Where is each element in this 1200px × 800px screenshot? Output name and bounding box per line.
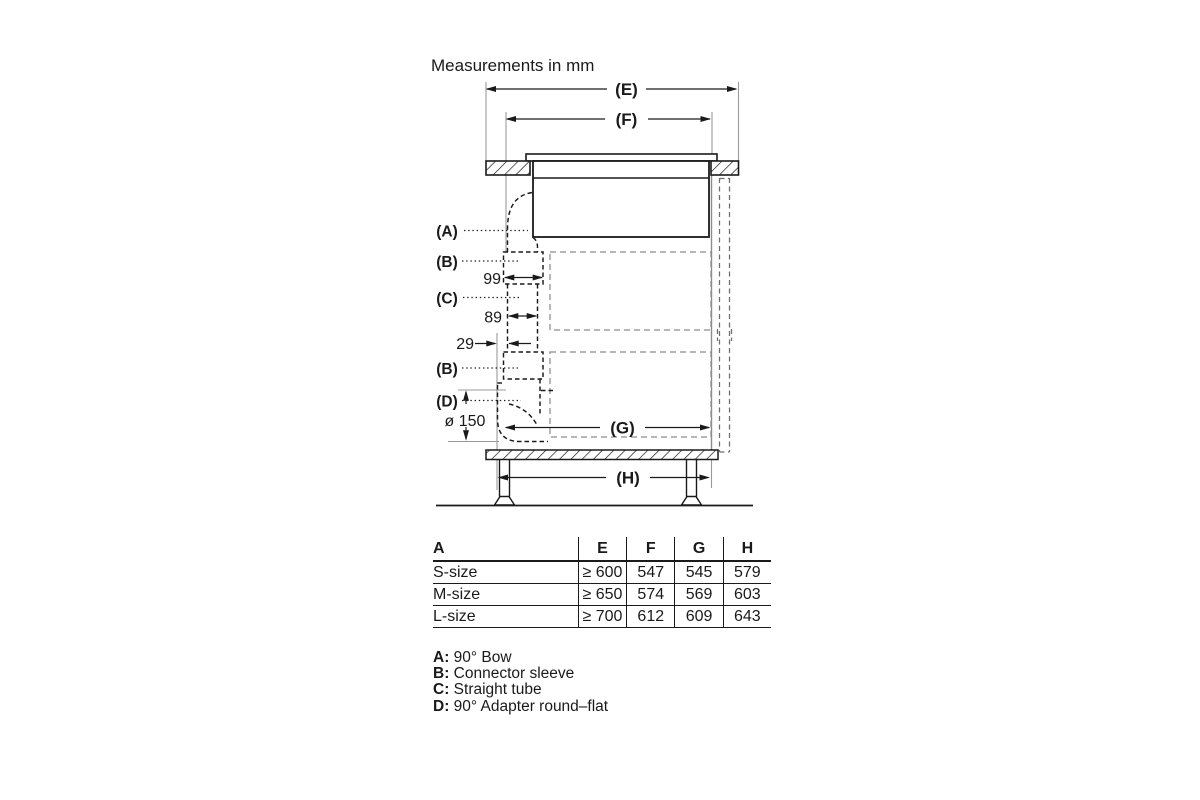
part-label-B2: (B) xyxy=(436,361,458,378)
table-row xyxy=(433,606,771,628)
legend-key: A: xyxy=(433,649,450,666)
legend-item-D xyxy=(433,699,608,715)
duct-bow-outer xyxy=(508,193,533,253)
table-cell: ≥ 700 xyxy=(578,606,626,628)
legend-item-C xyxy=(433,682,608,698)
table-cell: ≥ 650 xyxy=(578,584,626,606)
size-table-header: H xyxy=(723,537,771,561)
table-cell: ≥ 600 xyxy=(578,561,626,584)
hob-glass-top xyxy=(526,154,717,161)
table-cell: 603 xyxy=(723,584,771,606)
table-cell: 579 xyxy=(723,561,771,584)
table-cell: 547 xyxy=(627,561,675,584)
countertop-left xyxy=(486,161,530,175)
table-cell: 643 xyxy=(723,606,771,628)
leg-foot-left xyxy=(495,497,515,506)
table-cell: 574 xyxy=(627,584,675,606)
size-table-header-row xyxy=(433,537,771,561)
table-cell: 569 xyxy=(675,584,723,606)
plinth-panel xyxy=(486,450,718,460)
dim-label-G: (G) xyxy=(610,418,635,438)
part-label-A: (A) xyxy=(436,223,458,241)
drawer-outlines xyxy=(550,252,711,437)
part-label-D: (D) xyxy=(436,393,458,411)
table-row xyxy=(433,584,771,606)
rear-duct-channel xyxy=(718,178,732,452)
value-duct-diameter: ø 150 xyxy=(444,413,486,430)
legend-item-B xyxy=(433,666,608,682)
size-table-header: E xyxy=(578,537,626,561)
hob-body xyxy=(533,161,709,237)
arrowheads xyxy=(463,86,738,481)
value-duct-depth: 29 xyxy=(456,336,474,353)
size-table xyxy=(433,537,771,628)
dim-label-F: (F) xyxy=(615,110,638,129)
parts-legend xyxy=(433,650,608,715)
leg-foot-right xyxy=(682,497,702,506)
table-cell: 612 xyxy=(627,606,675,628)
legend-key: D: xyxy=(433,697,450,715)
dim-label-E: (E) xyxy=(615,80,638,99)
table-row xyxy=(433,561,771,584)
size-table-header: A xyxy=(433,537,578,561)
part-label-B1: (B) xyxy=(436,254,458,271)
legend-text: 90° Adapter round–flat xyxy=(453,697,609,715)
duct-adapter-inner-arc xyxy=(509,404,537,424)
legend-text: Connector sleeve xyxy=(453,665,575,683)
legend-item-A xyxy=(433,650,608,666)
drawer-upper xyxy=(550,252,711,330)
page-title: Measurements in mm xyxy=(431,56,595,75)
table-cell: S-size xyxy=(433,561,578,584)
value-sleeve-width: 99 xyxy=(483,271,501,288)
duct-sleeve-lower xyxy=(504,352,544,379)
part-label-C: (C) xyxy=(436,290,458,308)
table-cell: M-size xyxy=(433,584,578,606)
dim-label-H: (H) xyxy=(616,468,640,488)
table-cell: 545 xyxy=(675,561,723,584)
duct-bow-inner xyxy=(533,238,538,253)
table-cell: 609 xyxy=(675,606,723,628)
legend-text: 90° Bow xyxy=(453,649,512,666)
table-cell: L-size xyxy=(433,606,578,628)
legend-key: B: xyxy=(433,665,450,683)
legend-key: C: xyxy=(433,681,450,699)
size-table-header: G xyxy=(675,537,723,561)
legend-text: Straight tube xyxy=(453,681,542,699)
countertop-right xyxy=(711,161,739,175)
legs xyxy=(495,460,702,506)
size-table-header: F xyxy=(627,537,675,561)
value-tube-width: 89 xyxy=(484,309,502,327)
